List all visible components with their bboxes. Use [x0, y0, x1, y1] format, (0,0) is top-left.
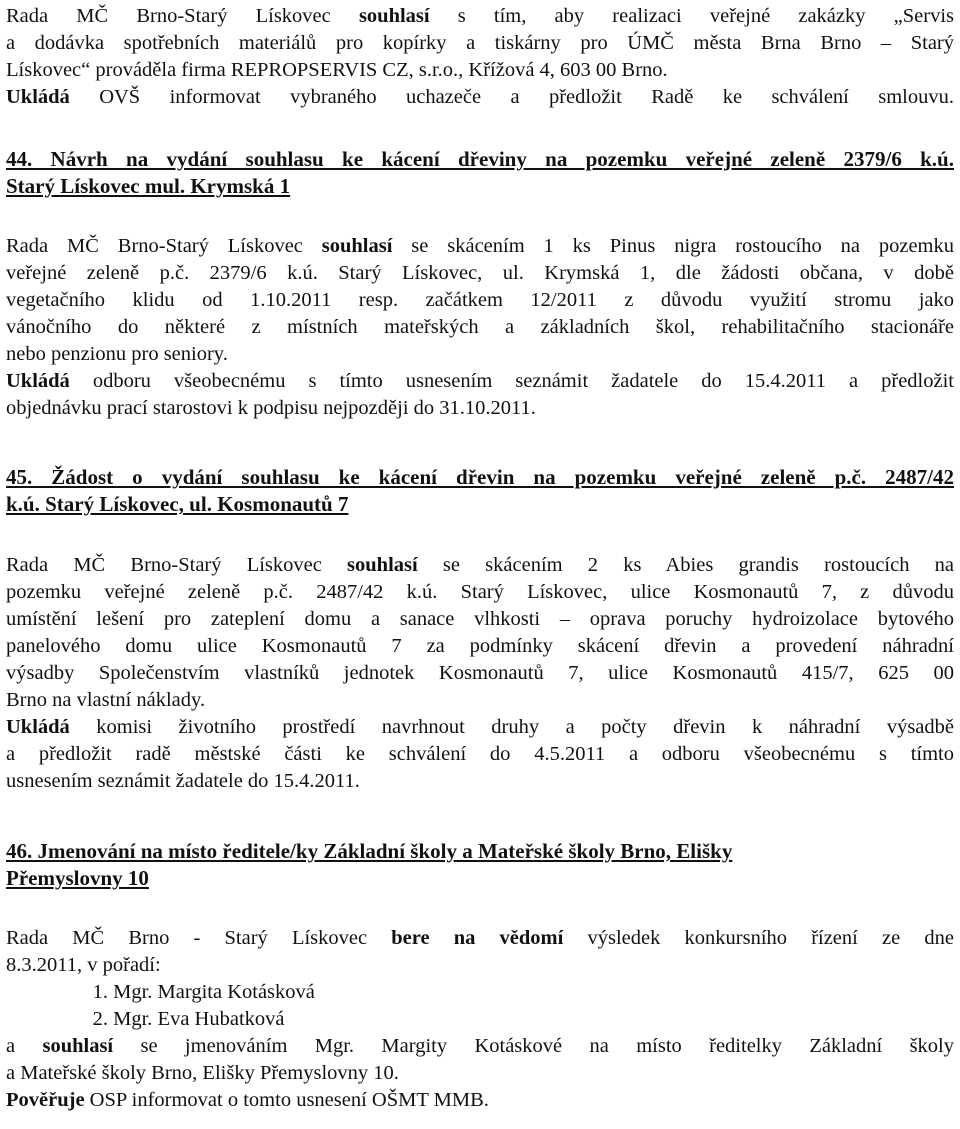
item45-heading-2: k.ú. Starý Lískovec, ul. Kosmonautů 7 — [6, 492, 349, 516]
item46-heading-2: Přemyslovny 10 — [6, 866, 149, 890]
item44-p-6: Ukládá odboru všeobecnému s tímto usnesením seznámit žadatele do 15.4.2011 a předložit — [6, 370, 954, 392]
item44-p-4: vánočního do některé z místních mateřských a základních škol, rehabilitačního stacionáře — [6, 316, 954, 338]
item44-p-5: nebo penzionu pro seniory. — [6, 343, 228, 365]
item46-p-3: a souhlasí se jmenováním Mgr. Margity Kotáskové na místo ředitelky Základní školy — [6, 1035, 954, 1057]
item45-p-9: usnesením seznámit žadatele do 15.4.2011. — [6, 770, 360, 792]
item45-p-8: a předložit radě městské části ke schválení do 4.5.2011 a odboru všeobecnému s tímto — [6, 743, 954, 765]
item46-heading-1: 46. Jmenování na místo ředitele/ky Základní školy a Mateřské školy Brno, Elišky — [6, 839, 733, 863]
item45-p-2: pozemku veřejné zeleně p.č. 2487/42 k.ú. Starý Lískovec, ulice Kosmonautů 7, z důvodu — [6, 581, 954, 603]
b43-line-1: Rada MČ Brno-Starý Lískovec souhlasí s tím, aby realizaci veřejné zakázky „Servis — [6, 5, 955, 27]
item46-p-5: Pověřuje OSP informovat o tomto usnesení OŠMT MMB. — [6, 1089, 489, 1111]
list-item: 1. Mgr. Margita Kotásková — [92, 981, 315, 1003]
item46-p-2: 8.3.2011, v pořadí: — [6, 954, 161, 976]
item45-p-5: výsadby Společenstvím vlastníků jednotek Kosmonautů 7, ulice Kosmonautů 415/7, 625 00 — [6, 662, 954, 684]
b43-line-3: Lískovec“ prováděla firma REPROPSERVIS CZ, s.r.o., Křížová 4, 603 00 Brno. — [6, 59, 668, 81]
item44-p-1: Rada MČ Brno-Starý Lískovec souhlasí se skácením 1 ks Pinus nigra rostoucího na pozemku — [6, 235, 954, 257]
item45-p-7: Ukládá komisi životního prostředí navrhnout druhy a počty dřevin k náhradní výsadbě — [6, 716, 954, 738]
item45-heading-1: 45. Žádost o vydání souhlasu ke kácení dřevin na pozemku veřejné zeleně p.č. 2487/42 — [6, 465, 954, 489]
item44-p-3: vegetačního klidu od 1.10.2011 resp. začátkem 12/2011 z důvodu využití stromu jako — [6, 289, 954, 311]
item46-p-4: a Mateřské školy Brno, Elišky Přemyslovny 10. — [6, 1062, 399, 1084]
item45-p-1: Rada MČ Brno-Starý Lískovec souhlasí se skácením 2 ks Abies grandis rostoucích na — [6, 554, 955, 576]
item44-heading-1: 44. Návrh na vydání souhlasu ke kácení dřeviny na pozemku veřejné zeleně 2379/6 k.ú. — [6, 147, 954, 171]
item45-p-4: panelového domu ulice Kosmonautů 7 za podmínky skácení dřevin a provedení náhradní — [6, 635, 954, 657]
item44-heading-2: Starý Lískovec mul. Krymská 1 — [6, 174, 291, 198]
item45-p-3: umístění lešení pro zateplení domu a sanace vlhkosti – oprava poruchy hydroizolace bytového — [6, 608, 954, 630]
item44-p-2: veřejné zeleně p.č. 2379/6 k.ú. Starý Lískovec, ul. Krymská 1, dle žádosti občana, v době — [6, 262, 954, 284]
item44-p-7: objednávku prací starostovi k podpisu nejpozději do 31.10.2011. — [6, 397, 536, 419]
item46-p-1: Rada MČ Brno - Starý Lískovec bere na vědomí výsledek konkursního řízení ze dne — [6, 927, 954, 949]
b43-line-4: Ukládá OVŠ informovat vybraného uchazeče a předložit Radě ke schválení smlouvu. — [6, 86, 954, 108]
b43-line-2: a dodávka spotřebních materiálů pro kopírky a tiskárny pro ÚMČ města Brna Brno – Starý — [6, 32, 954, 54]
list-item: 2. Mgr. Eva Hubatková — [92, 1008, 285, 1030]
item45-p-6: Brno na vlastní náklady. — [6, 689, 206, 711]
